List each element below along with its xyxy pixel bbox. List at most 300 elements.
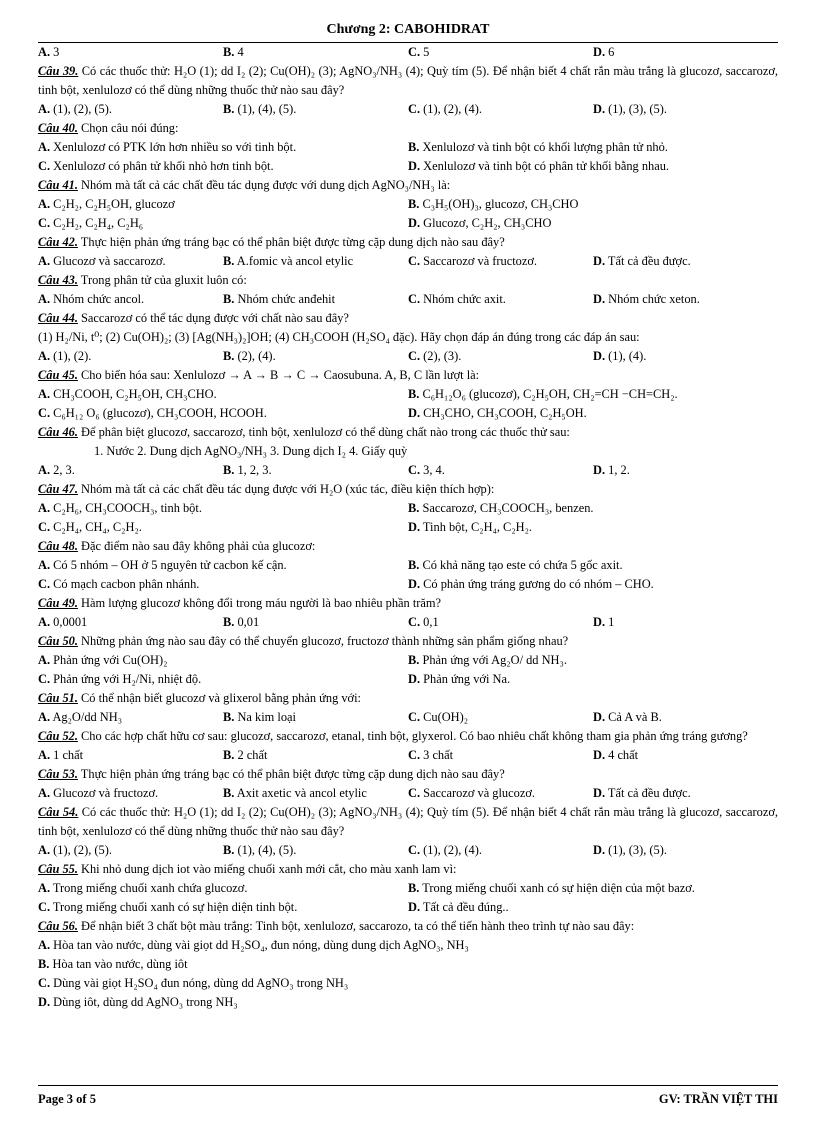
page-footer	[38, 1085, 778, 1107]
options-row	[38, 651, 778, 670]
question-block	[38, 366, 778, 423]
option-text: 6	[605, 45, 615, 59]
option-letter: B.	[223, 292, 235, 306]
option-letter: B.	[408, 558, 420, 572]
option-letter: A.	[38, 254, 51, 268]
question-number: Câu 52.	[38, 729, 78, 743]
answer-option	[593, 841, 778, 860]
question-block	[38, 727, 778, 765]
answer-option	[408, 841, 593, 860]
option-text: Cả A và B.	[605, 710, 662, 724]
answer-option	[223, 100, 408, 119]
question-stem	[38, 480, 778, 499]
answer-option	[38, 43, 223, 62]
options-row	[38, 157, 778, 176]
answer-option	[408, 879, 778, 898]
answer-option	[38, 252, 223, 271]
answer-option	[408, 708, 593, 727]
option-letter: D.	[408, 520, 421, 534]
question-block	[38, 480, 778, 537]
option-text: Có khả năng tạo este có chứa 5 gốc axit.	[419, 558, 623, 572]
option-text: (1), (3), (5).	[605, 843, 667, 857]
question-number: Câu 56.	[38, 919, 78, 933]
option-letter: D.	[408, 577, 421, 591]
option-letter: B.	[223, 710, 235, 724]
question-text: Nhóm mà tất cả các chất đều tác dụng được với H₂O (xúc tác, điều kiện thích hợp):	[77, 482, 495, 496]
answer-option	[38, 955, 188, 974]
answer-option	[38, 879, 408, 898]
options-row	[38, 708, 778, 727]
answer-option	[38, 898, 408, 917]
answer-option	[408, 461, 593, 480]
question-block	[38, 594, 778, 632]
answer-option	[223, 746, 408, 765]
page-number: Page 3 of 5	[38, 1092, 96, 1106]
option-letter: C.	[38, 900, 51, 914]
option-letter: D.	[38, 995, 51, 1009]
option-letter: B.	[408, 197, 420, 211]
option-letter: A.	[38, 881, 51, 895]
options-row	[38, 138, 778, 157]
option-letter: A.	[38, 501, 51, 515]
option-text: C₂H₂, C₂H₄, C₂H₆	[50, 216, 144, 230]
option-text: 3	[50, 45, 60, 59]
question-number: Câu 43.	[38, 273, 78, 287]
option-letter: C.	[38, 520, 51, 534]
option-text: Có 5 nhóm – OH ở 5 nguyên tử cacbon kế cận.	[50, 558, 287, 572]
answer-option	[223, 784, 408, 803]
option-text: 4 chất	[605, 748, 639, 762]
answer-option	[38, 518, 408, 537]
answer-option	[408, 385, 778, 404]
option-text: (1), (4).	[605, 349, 647, 363]
option-letter: B.	[408, 501, 420, 515]
answer-option	[408, 898, 778, 917]
option-letter: A.	[38, 786, 51, 800]
options-row	[38, 100, 778, 119]
answer-option	[38, 100, 223, 119]
options-row	[38, 993, 778, 1012]
option-text: 3, 4.	[420, 463, 445, 477]
answer-option	[38, 651, 408, 670]
option-letter: B.	[223, 748, 235, 762]
answer-option	[593, 784, 778, 803]
page-title: Chương 2: CABOHIDRAT	[326, 22, 490, 37]
question-number: Câu 45.	[38, 368, 78, 382]
answer-option	[593, 746, 778, 765]
option-text: Xenlulozơ có PTK lớn hơn nhiều so với tinh bột.	[50, 140, 297, 154]
answer-option	[408, 670, 778, 689]
question-block	[38, 119, 778, 176]
option-letter: C.	[38, 159, 51, 173]
question-text: Thực hiện phản ứng tráng bạc có thể phân biệt được từng cặp dung dịch nào sau đây?	[77, 235, 505, 249]
question-text: Những phản ứng nào sau đây có thể chuyển glucozơ, fructozơ thành những sản phẩm giống nhau?	[77, 634, 569, 648]
question-number: Câu 51.	[38, 691, 78, 705]
question-number: Câu 50.	[38, 634, 78, 648]
answer-option	[593, 43, 778, 62]
option-letter: A.	[38, 843, 51, 857]
answer-option	[38, 290, 223, 309]
option-text: Tất cả đều đúng..	[420, 900, 509, 914]
option-letter: B.	[223, 254, 235, 268]
option-text: C₃H₅(OH)₃, glucozơ, CH₃CHO	[419, 197, 579, 211]
option-text: Na kim loại	[234, 710, 296, 724]
options-row	[38, 195, 778, 214]
question-number: Câu 40.	[38, 121, 78, 135]
option-letter: C.	[38, 976, 51, 990]
option-text: C₂H₂, C₂H₅OH, glucozơ	[50, 197, 175, 211]
option-text: C₂H₄, CH₄, C₂H₂.	[50, 520, 142, 534]
option-letter: A.	[38, 710, 51, 724]
question-text: Để phân biệt glucozơ, saccarozơ, tinh bột, xenlulozơ có thể dùng chất nào trong các thuốc thử sau:	[77, 425, 570, 439]
question-number: Câu 41.	[38, 178, 78, 192]
option-letter: C.	[408, 45, 421, 59]
question-number: Câu 48.	[38, 539, 78, 553]
question-block	[38, 233, 778, 271]
option-text: Nhóm chức axit.	[420, 292, 506, 306]
answer-option	[593, 613, 778, 632]
option-text: Saccarozơ, CH₃COOCH₃, benzen.	[419, 501, 594, 515]
answer-option	[38, 974, 348, 993]
option-letter: D.	[408, 900, 421, 914]
option-text: Dùng iôt, dùng dd AgNO₃ trong NH₃	[50, 995, 238, 1009]
option-letter: C.	[408, 292, 421, 306]
answer-option	[223, 708, 408, 727]
answer-option	[223, 290, 408, 309]
options-row	[38, 347, 778, 366]
option-letter: D.	[593, 786, 606, 800]
question-text: Cho các hợp chất hữu cơ sau: glucozơ, saccarozơ, etanal, tinh bột, glyxerol. Có bao nhiêu chất không tham gia phản ứng tráng gương?	[77, 729, 748, 743]
options-row	[38, 746, 778, 765]
option-text: Phản ứng với Na.	[420, 672, 511, 686]
answer-option	[38, 936, 469, 955]
option-letter: B.	[408, 387, 420, 401]
question-stem	[38, 727, 778, 746]
question-number: Câu 47.	[38, 482, 78, 496]
answer-option	[593, 252, 778, 271]
option-text: 5	[420, 45, 430, 59]
question-extra: (1) H₂/Ni, t⁰; (2) Cu(OH)₂; (3) [Ag(NH₃)₂]OH; (4) CH₃COOH (H₂SO₄ đặc). Hãy chọn đáp án đúng trong các đáp án sau:	[38, 330, 640, 344]
question-extra: 1. Nước 2. Dung dịch AgNO₃/NH₃ 3. Dung dịch I₂ 4. Giấy quỳ	[94, 444, 408, 458]
question-stem	[38, 423, 778, 442]
question-stem	[38, 62, 778, 100]
option-text: C₆H₁₂O₆ (glucozơ), C₂H₅OH, CH₂=CH −CH=CH₂.	[419, 387, 678, 401]
option-text: C₂H₆, CH₃COOCH₃, tinh bột.	[50, 501, 202, 515]
option-text: Ag₂O/dd NH₃	[50, 710, 123, 724]
options-row	[38, 214, 778, 233]
question-stem	[38, 537, 778, 556]
question-number: Câu 49.	[38, 596, 78, 610]
option-letter: C.	[38, 672, 51, 686]
answer-option	[408, 613, 593, 632]
answer-option	[408, 214, 778, 233]
answer-option	[38, 746, 223, 765]
option-text: (1), (2), (5).	[50, 843, 112, 857]
option-text: Nhóm chức ancol.	[50, 292, 145, 306]
option-text: 4	[234, 45, 244, 59]
option-text: (1), (2).	[50, 349, 92, 363]
options-row	[38, 955, 778, 974]
answer-option	[408, 746, 593, 765]
question-block	[38, 537, 778, 594]
option-text: Xenlulozơ và tinh bột có khối lượng phân tử nhỏ.	[419, 140, 668, 154]
option-letter: D.	[408, 672, 421, 686]
option-text: Tất cả đều được.	[605, 786, 691, 800]
answer-option	[38, 575, 408, 594]
options-row	[38, 613, 778, 632]
answer-option	[408, 784, 593, 803]
question-number: Câu 46.	[38, 425, 78, 439]
question-block	[38, 765, 778, 803]
question-stem	[38, 632, 778, 651]
question-text: Để nhận biết 3 chất bột màu trắng: Tinh bột, xenlulozơ, saccarozo, ta có thể tiến hành theo trình tự nào sau đây:	[77, 919, 635, 933]
question-text: Saccarozơ có thể tác dụng được với chất nào sau đây?	[77, 311, 349, 325]
option-letter: A.	[38, 45, 51, 59]
question-number: Câu 55.	[38, 862, 78, 876]
options-row	[38, 43, 778, 62]
option-letter: B.	[408, 140, 420, 154]
option-letter: B.	[223, 463, 235, 477]
option-letter: D.	[408, 406, 421, 420]
option-text: (1), (4), (5).	[234, 102, 297, 116]
option-text: CH₃CHO, CH₃COOH, C₂H₅OH.	[420, 406, 587, 420]
question-stem	[38, 594, 778, 613]
answer-option	[38, 993, 238, 1012]
answer-option	[408, 651, 778, 670]
option-text: (2), (3).	[420, 349, 462, 363]
question-number: Câu 53.	[38, 767, 78, 781]
question-stem	[38, 917, 778, 936]
option-text: (1), (2), (4).	[420, 843, 482, 857]
option-letter: A.	[38, 387, 51, 401]
question-stem	[38, 271, 778, 290]
option-text: Xenlulozơ và tinh bột có phân tử khối bằng nhau.	[420, 159, 670, 173]
question-stem	[38, 366, 778, 385]
options-row	[38, 898, 778, 917]
option-letter: C.	[38, 216, 51, 230]
option-text: Glucozơ, C₂H₂, CH₃CHO	[420, 216, 552, 230]
question-text: Thực hiện phản ứng tráng bạc có thể phân biệt được từng cặp dung dịch nào sau đây?	[77, 767, 505, 781]
answer-option	[223, 461, 408, 480]
answer-option	[223, 43, 408, 62]
option-letter: B.	[223, 45, 235, 59]
answer-option	[223, 841, 408, 860]
option-text: 3 chất	[420, 748, 454, 762]
option-letter: D.	[593, 710, 606, 724]
answer-option	[408, 404, 778, 423]
question-block	[38, 309, 778, 366]
options-row	[38, 290, 778, 309]
options-row	[38, 670, 778, 689]
option-letter: A.	[38, 558, 51, 572]
options-row	[38, 556, 778, 575]
option-text: Nhóm chức anđehit	[234, 292, 336, 306]
option-letter: B.	[223, 786, 235, 800]
options-row	[38, 841, 778, 860]
question-text: Có các thuốc thử: H₂O (1); dd I₂ (2); Cu(OH)₂ (3); AgNO₃/NH₃ (4); Quỳ tím (5). Để nhận biết 4 chất rắn màu trắng là glucozơ, saccarozơ, tinh bột, xenlulozơ có thể dùng những thuốc thử nào sau đây?	[38, 64, 779, 97]
answer-option	[38, 138, 408, 157]
question-number: Câu 44.	[38, 311, 78, 325]
option-letter: D.	[593, 45, 606, 59]
option-letter: D.	[408, 159, 421, 173]
option-text: Dùng vài giọt H₂SO₄ đun nóng, dùng dd AgNO₃ trong NH₃	[50, 976, 349, 990]
option-text: Saccarozơ và fructozơ.	[420, 254, 538, 268]
answer-option	[38, 347, 223, 366]
option-text: Nhóm chức xeton.	[605, 292, 700, 306]
option-letter: A.	[38, 463, 51, 477]
options-row	[38, 252, 778, 271]
option-letter: D.	[593, 615, 606, 629]
options-row	[38, 499, 778, 518]
option-letter: B.	[223, 843, 235, 857]
option-text: C₆H₁₂ O₆ (glucozơ), CH₃COOH, HCOOH.	[50, 406, 267, 420]
option-text: Trong miếng chuối xanh có sự hiện diện tinh bột.	[50, 900, 298, 914]
option-text: Cu(OH)₂	[420, 710, 469, 724]
option-letter: D.	[593, 843, 606, 857]
option-letter: B.	[223, 102, 235, 116]
option-text: 0,1	[420, 615, 439, 629]
question-stem	[38, 176, 778, 195]
option-letter: B.	[408, 881, 420, 895]
question-block	[38, 43, 778, 62]
options-row	[38, 518, 778, 537]
answer-option	[38, 461, 223, 480]
answer-option	[408, 499, 778, 518]
option-letter: C.	[408, 349, 421, 363]
question-list	[38, 43, 778, 1012]
option-letter: B.	[223, 349, 235, 363]
option-letter: A.	[38, 140, 51, 154]
answer-option	[38, 499, 408, 518]
answer-option	[408, 195, 778, 214]
option-letter: A.	[38, 197, 51, 211]
question-stem	[38, 689, 778, 708]
option-text: A.fomic và ancol etylic	[234, 254, 354, 268]
answer-option	[38, 556, 408, 575]
option-text: (2), (4).	[234, 349, 276, 363]
option-letter: C.	[408, 843, 421, 857]
answer-option	[593, 708, 778, 727]
option-letter: A.	[38, 102, 51, 116]
option-text: (1), (4), (5).	[234, 843, 297, 857]
options-row	[38, 461, 778, 480]
option-letter: C.	[408, 786, 421, 800]
option-letter: C.	[408, 615, 421, 629]
answer-option	[408, 347, 593, 366]
question-text: Chọn câu nói đúng:	[77, 121, 179, 135]
option-text: Saccarozơ và glucozơ.	[420, 786, 535, 800]
question-stem	[38, 119, 778, 138]
question-text: Có thể nhận biết glucozơ và glixerol bằng phản ứng với:	[77, 691, 361, 705]
teacher-name: GV: TRẦN VIỆT THI	[658, 1092, 778, 1106]
question-text: Có các thuốc thử: H₂O (1); dd I₂ (2); Cu(OH)₂ (3); AgNO₃/NH₃ (4); Quỳ tím (5). Để nhận biết 4 chất rắn màu trắng là glucozơ, saccarozơ, tinh bột, xenlulozơ có thể dùng những thuốc thử nào sau đây?	[38, 805, 779, 838]
option-text: 2, 3.	[50, 463, 75, 477]
question-text: Đặc điểm nào sau đây không phải của glucozơ:	[77, 539, 316, 553]
option-text: Glucozơ và saccarozơ.	[50, 254, 166, 268]
option-text: Có phản ứng tráng gương do có nhóm – CHO.	[420, 577, 654, 591]
option-letter: C.	[408, 254, 421, 268]
option-text: Glucozơ và fructozơ.	[50, 786, 159, 800]
option-text: 0,0001	[50, 615, 88, 629]
question-number: Câu 54.	[38, 805, 79, 819]
answer-option	[408, 252, 593, 271]
option-letter: A.	[38, 653, 51, 667]
answer-option	[593, 290, 778, 309]
question-block	[38, 917, 778, 1012]
question-block	[38, 62, 778, 119]
option-text: Axit axetic và ancol etylic	[234, 786, 367, 800]
option-letter: D.	[593, 748, 606, 762]
question-block	[38, 860, 778, 917]
question-stem	[38, 803, 778, 841]
question-block	[38, 632, 778, 689]
option-text: Hòa tan vào nước, dùng iôt	[49, 957, 188, 971]
answer-option	[408, 556, 778, 575]
answer-option	[408, 290, 593, 309]
question-text: Nhóm mà tất cả các chất đều tác dụng được với dung dịch AgNO₃/NH₃ là:	[77, 178, 451, 192]
option-text: Tất cả đều được.	[605, 254, 691, 268]
answer-option	[408, 43, 593, 62]
answer-option	[38, 784, 223, 803]
option-text: (1), (2), (5).	[50, 102, 112, 116]
question-text: Hàm lượng glucozơ không đổi trong máu người là bao nhiêu phần trăm?	[77, 596, 442, 610]
question-block	[38, 176, 778, 233]
option-letter: D.	[593, 254, 606, 268]
options-row	[38, 936, 778, 955]
options-row	[38, 385, 778, 404]
option-letter: D.	[593, 349, 606, 363]
question-block	[38, 271, 778, 309]
answer-option	[593, 461, 778, 480]
question-stem	[38, 765, 778, 784]
answer-option	[593, 100, 778, 119]
option-letter: A.	[38, 349, 51, 363]
options-row	[38, 575, 778, 594]
option-text: (1), (2), (4).	[420, 102, 482, 116]
option-text: 1, 2, 3.	[234, 463, 272, 477]
answer-option	[38, 670, 408, 689]
option-letter: A.	[38, 292, 51, 306]
option-text: Phản ứng với H₂/Ni, nhiệt độ.	[50, 672, 202, 686]
question-text: Trong phân tử của gluxit luôn có:	[77, 273, 247, 287]
question-text: Khi nhỏ dung dịch iot vào miếng chuối xanh mới cắt, cho màu xanh lam vì:	[77, 862, 457, 876]
answer-option	[38, 157, 408, 176]
answer-option	[408, 575, 778, 594]
answer-option	[38, 613, 223, 632]
answer-option	[38, 404, 408, 423]
answer-option	[223, 613, 408, 632]
option-text: Tinh bột, C₂H₄, C₂H₂.	[420, 520, 533, 534]
option-letter: B.	[38, 957, 50, 971]
answer-option	[593, 347, 778, 366]
option-letter: C.	[408, 748, 421, 762]
option-letter: A.	[38, 615, 51, 629]
answer-option	[408, 138, 778, 157]
answer-option	[408, 100, 593, 119]
answer-option	[38, 195, 408, 214]
options-row	[38, 404, 778, 423]
answer-option	[223, 252, 408, 271]
options-row	[38, 879, 778, 898]
answer-option	[223, 347, 408, 366]
option-text: Có mạch cacbon phân nhánh.	[50, 577, 200, 591]
option-text: Phản ứng với Cu(OH)₂	[50, 653, 168, 667]
option-text: 1 chất	[50, 748, 84, 762]
option-letter: D.	[593, 463, 606, 477]
option-letter: D.	[593, 102, 606, 116]
option-letter: B.	[223, 615, 235, 629]
answer-option	[408, 157, 778, 176]
